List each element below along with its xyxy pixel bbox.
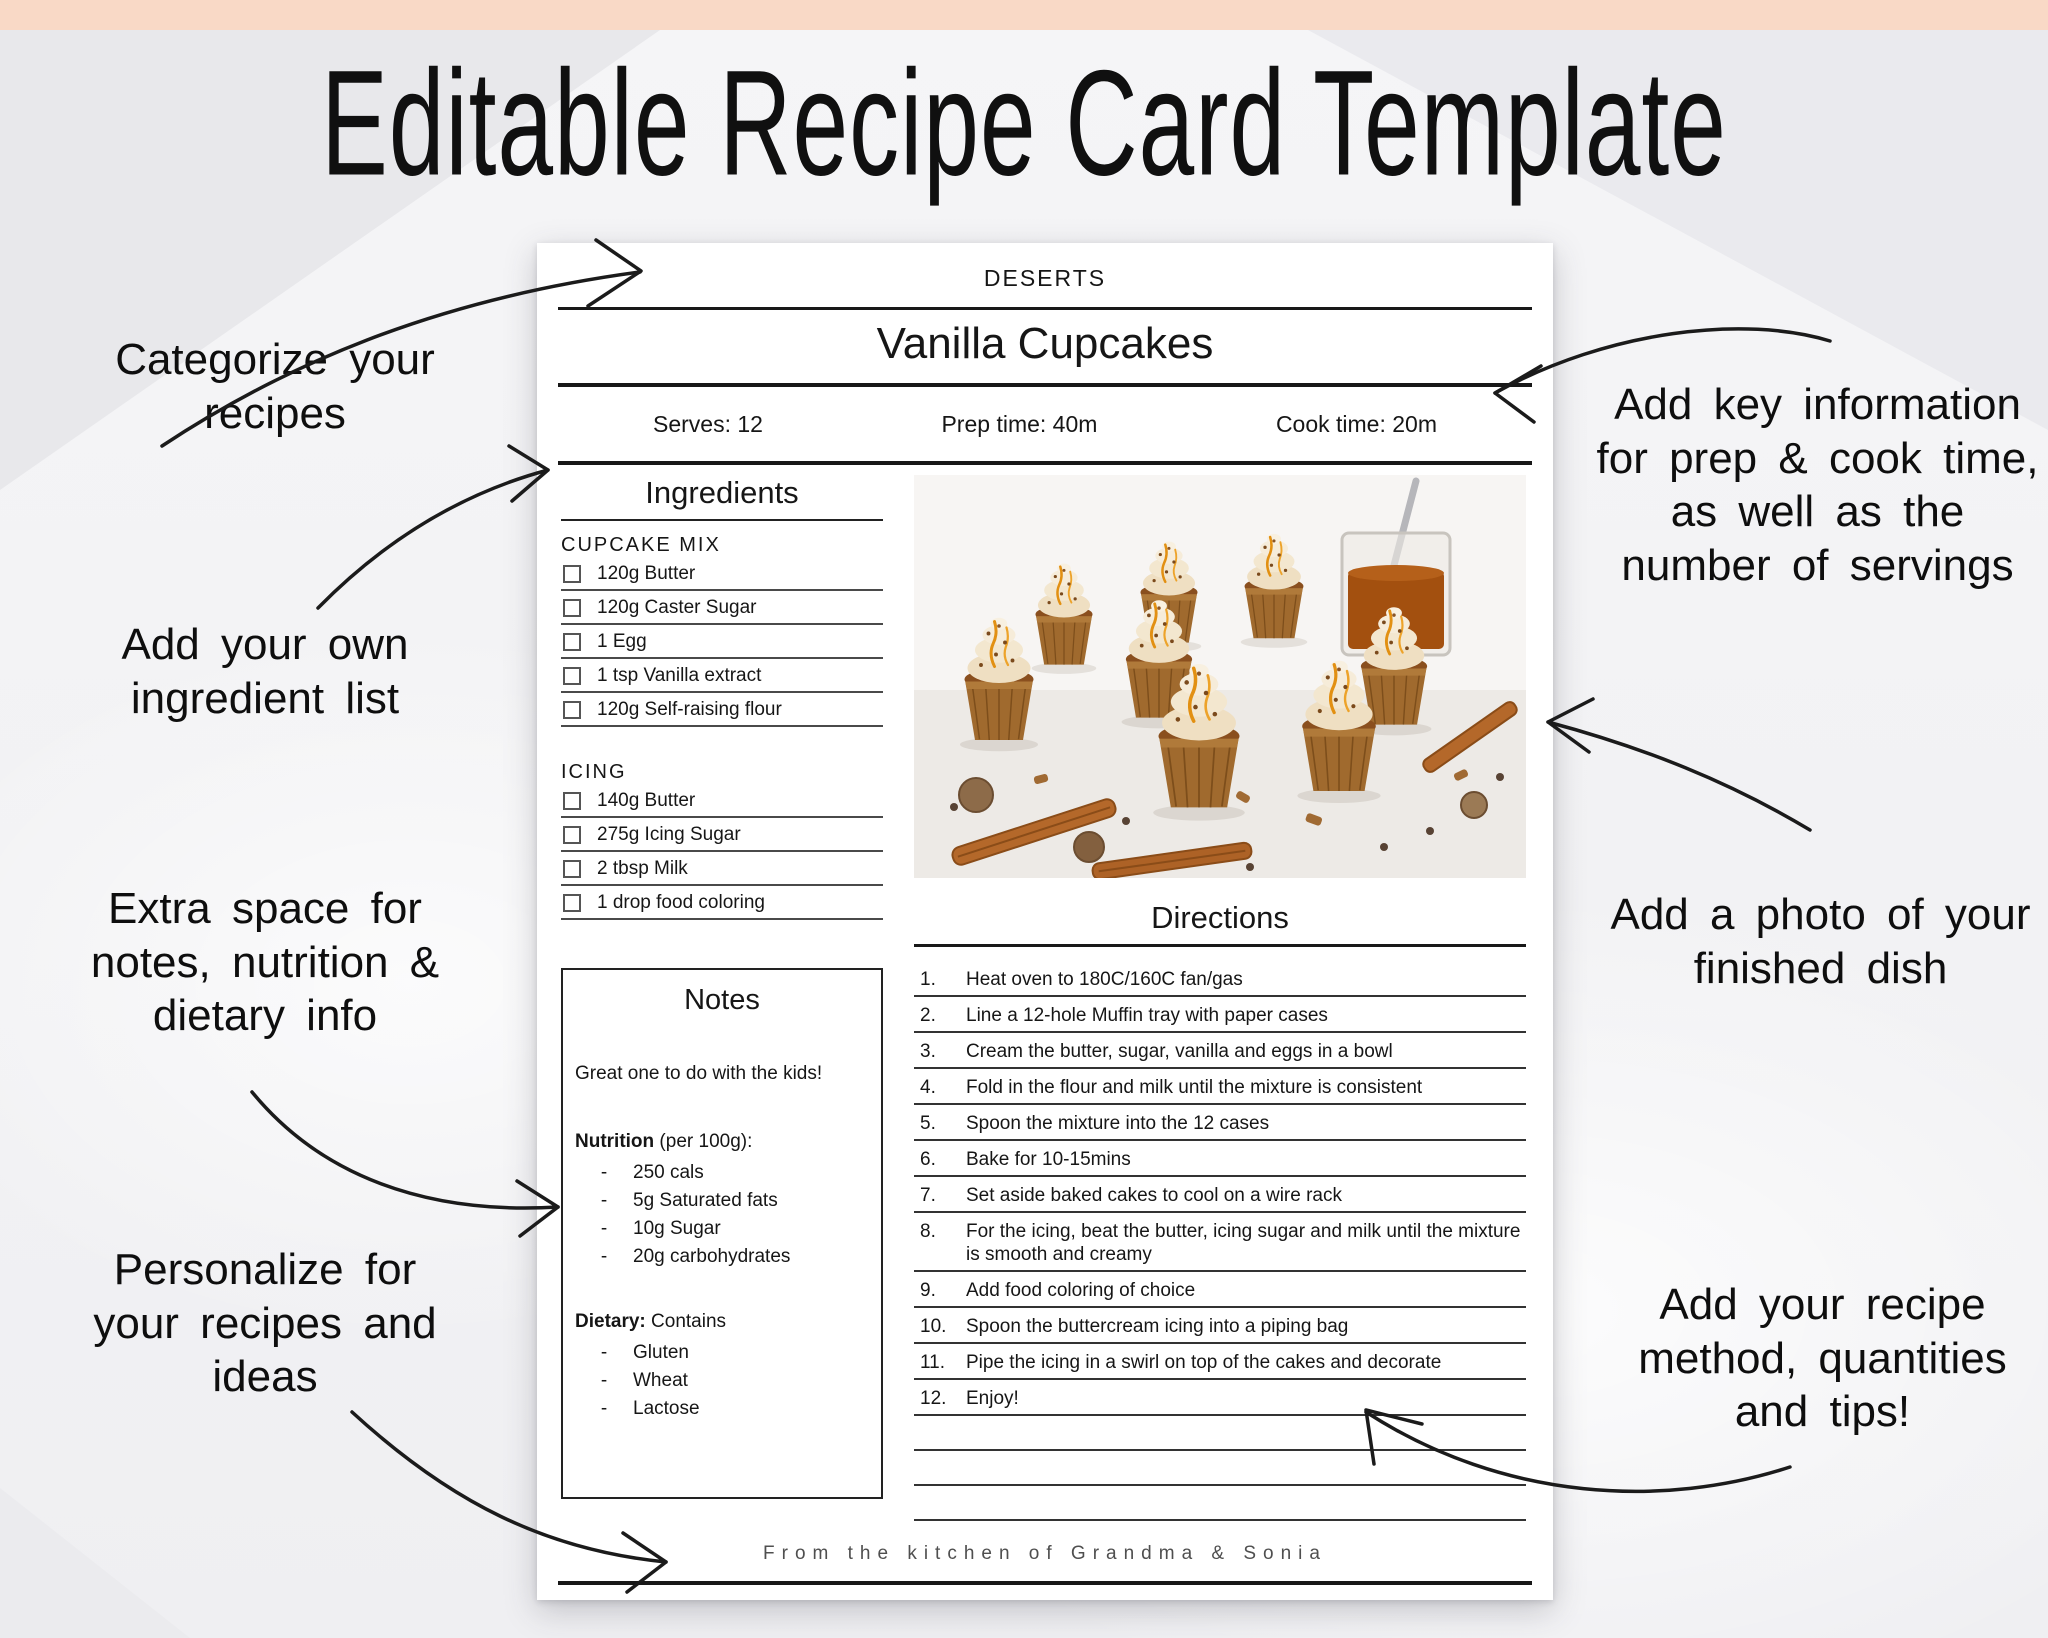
dash-bullet: - [600, 1218, 608, 1239]
directions-column [914, 475, 1526, 1521]
direction-step [914, 961, 1526, 997]
step-number: 8. [920, 1221, 936, 1242]
step-number: 7. [920, 1185, 936, 1206]
ingredient-label: 1 drop food coloring [597, 892, 765, 913]
annotation-ingredient-list: Add your own ingredient list [121, 620, 409, 723]
dietary-item: - Gluten [575, 1339, 869, 1367]
serves-value: Serves: 12 [653, 410, 763, 437]
directions-heading: Directions [914, 900, 1526, 947]
ingredient-label: 1 Egg [597, 631, 647, 652]
arrow-notes [252, 1092, 558, 1208]
nutrition-item: - 10g Sugar [575, 1215, 869, 1243]
ingredient-label: 120g Self-raising flour [597, 699, 782, 720]
cook-time-value: Cook time: 20m [1275, 410, 1437, 437]
recipe-meta-row [558, 395, 1532, 453]
recipe-card [537, 243, 1553, 1600]
nutrition-title [575, 1131, 869, 1153]
arrow-photo [1548, 722, 1810, 830]
ingredient-checkbox[interactable] [563, 599, 581, 617]
ingredient-checkbox[interactable] [563, 792, 581, 810]
ingredient-group-title: ICING [561, 761, 627, 783]
ingredient-label: 1 tsp Vanilla extract [597, 665, 762, 686]
step-number: 10. [920, 1316, 947, 1337]
annotation-categorize: Categorize your recipes [115, 335, 435, 438]
nutrition-label: Nutrition [575, 1131, 655, 1152]
ingredient-checkbox[interactable] [563, 667, 581, 685]
ingredient-item [561, 886, 883, 920]
step-text: Spoon the buttercream icing into a piping bag [966, 1316, 1349, 1337]
recipe-title: Vanilla Cupcakes [876, 319, 1214, 368]
ingredient-label: 2 tbsp Milk [597, 858, 688, 879]
ingredient-item [561, 818, 883, 852]
divider [558, 461, 1532, 465]
direction-step [914, 1141, 1526, 1177]
ingredient-checkbox[interactable] [563, 633, 581, 651]
direction-step [914, 997, 1526, 1033]
direction-step [914, 1105, 1526, 1141]
divider [558, 307, 1532, 310]
step-number: 3. [920, 1041, 936, 1062]
step-text: Set aside baked cakes to cool on a wire rack [966, 1185, 1342, 1206]
step-text: Add food coloring of choice [966, 1280, 1196, 1301]
arrow-ingredients [318, 470, 548, 608]
divider [558, 383, 1532, 387]
annotation-recipe-method: Add your recipe method, quantities and tips! [1638, 1280, 2007, 1437]
step-text: Spoon the mixture into the 12 cases [966, 1113, 1270, 1134]
card-category: DESERTS [983, 265, 1107, 291]
step-text: Cream the butter, sugar, vanilla and eggs in a bowl [966, 1041, 1393, 1062]
marble-shade-bottom-left [0, 1488, 190, 1638]
annotation-personalize: Personalize for your recipes and ideas [93, 1245, 437, 1402]
step-number: 2. [920, 1005, 936, 1026]
footer-divider [558, 1581, 1532, 1585]
direction-step [914, 1069, 1526, 1105]
prep-time-value: Prep time: 40m [941, 410, 1098, 437]
step-text: For the icing, beat the butter, icing sugar and milk until the mixture is smooth and creamy [966, 1221, 1521, 1265]
ingredient-checkbox[interactable] [563, 565, 581, 583]
notes-heading: Notes [684, 984, 760, 1016]
direction-step [914, 1344, 1526, 1380]
ingredient-item [561, 784, 883, 818]
ingredient-checkbox[interactable] [563, 860, 581, 878]
dietary-label: Dietary: [575, 1311, 646, 1332]
step-text: Enjoy! [966, 1388, 1019, 1409]
dish-photo [914, 475, 1526, 878]
direction-step [914, 1380, 1526, 1416]
ingredient-item [561, 852, 883, 886]
step-number: 4. [920, 1077, 936, 1098]
peach-top-banner [0, 0, 2048, 30]
directions-list [914, 961, 1526, 1521]
card-footer-text: From the kitchen of Grandma & Sonia [763, 1543, 1327, 1564]
dietary-item: - Lactose [575, 1395, 869, 1423]
arrowhead [1548, 699, 1593, 752]
ingredient-label: 140g Butter [597, 790, 696, 811]
ingredients-heading: Ingredients [561, 475, 883, 521]
ingredient-label: 275g Icing Sugar [597, 824, 741, 845]
ingredient-item [561, 659, 883, 693]
nutrition-suffix: (per 100g): [654, 1131, 753, 1152]
direction-step [914, 1033, 1526, 1069]
step-text: Fold in the flour and milk until the mixture is consistent [966, 1077, 1423, 1098]
annotation-notes-space: Extra space for notes, nutrition & dietary info [90, 884, 440, 1041]
direction-step [914, 1213, 1526, 1272]
step-number: 11. [920, 1352, 946, 1373]
ingredient-item [561, 591, 883, 625]
step-text: Pipe the icing in a swirl on top of the cakes and decorate [966, 1352, 1442, 1373]
annotation-key-information: Add key information for prep & cook time, as well as the number of servings [1596, 380, 2039, 591]
ingredient-checkbox[interactable] [563, 826, 581, 844]
dietary-item: - Wheat [575, 1367, 869, 1395]
step-text: Line a 12-hole Muffin tray with paper cases [966, 1005, 1328, 1026]
direction-step [914, 1308, 1526, 1344]
dash-bullet: - [600, 1246, 608, 1267]
step-number: 6. [920, 1149, 936, 1170]
dietary-suffix: Contains [645, 1311, 727, 1332]
ingredient-checkbox[interactable] [563, 701, 581, 719]
nutrition-item: - 20g carbohydrates [575, 1243, 869, 1271]
ingredients-column [561, 475, 883, 1499]
dash-bullet: - [600, 1342, 608, 1363]
dash-bullet: - [600, 1398, 608, 1419]
step-number: 1. [920, 969, 936, 990]
page-title-text: Editable Recipe Card Template [321, 39, 1727, 208]
step-number: 12. [920, 1388, 947, 1409]
step-text: Heat oven to 180C/160C fan/gas [966, 969, 1243, 990]
note-text: Great one to do with the kids! [575, 1063, 823, 1084]
ingredient-item [561, 693, 883, 727]
ingredient-item [561, 625, 883, 659]
blank-writing-line [914, 1451, 1526, 1486]
ingredient-group-title: CUPCAKE MIX [561, 534, 721, 556]
blank-writing-line [914, 1416, 1526, 1451]
ingredient-checkbox[interactable] [563, 894, 581, 912]
dietary-block [575, 1311, 869, 1423]
ingredient-item [561, 557, 883, 591]
ingredient-label: 120g Caster Sugar [597, 597, 757, 618]
dash-bullet: - [600, 1370, 608, 1391]
step-number: 5. [920, 1113, 936, 1134]
step-number: 9. [920, 1280, 936, 1301]
notes-box [561, 968, 883, 1499]
dash-bullet: - [600, 1190, 608, 1211]
nutrition-block [575, 1131, 869, 1271]
nutrition-item: - 250 cals [575, 1159, 869, 1187]
annotation-add-photo: Add a photo of your finished dish [1610, 890, 2031, 993]
dietary-title [575, 1311, 869, 1333]
page-title [0, 38, 2048, 208]
step-text: Bake for 10-15mins [966, 1149, 1131, 1170]
blank-writing-line [914, 1486, 1526, 1521]
ingredient-label: 120g Butter [597, 563, 696, 584]
dash-bullet: - [600, 1162, 608, 1183]
direction-step [914, 1177, 1526, 1213]
cupcakes-photo-illustration [914, 475, 1526, 878]
direction-step [914, 1272, 1526, 1308]
nutrition-item: - 5g Saturated fats [575, 1187, 869, 1215]
